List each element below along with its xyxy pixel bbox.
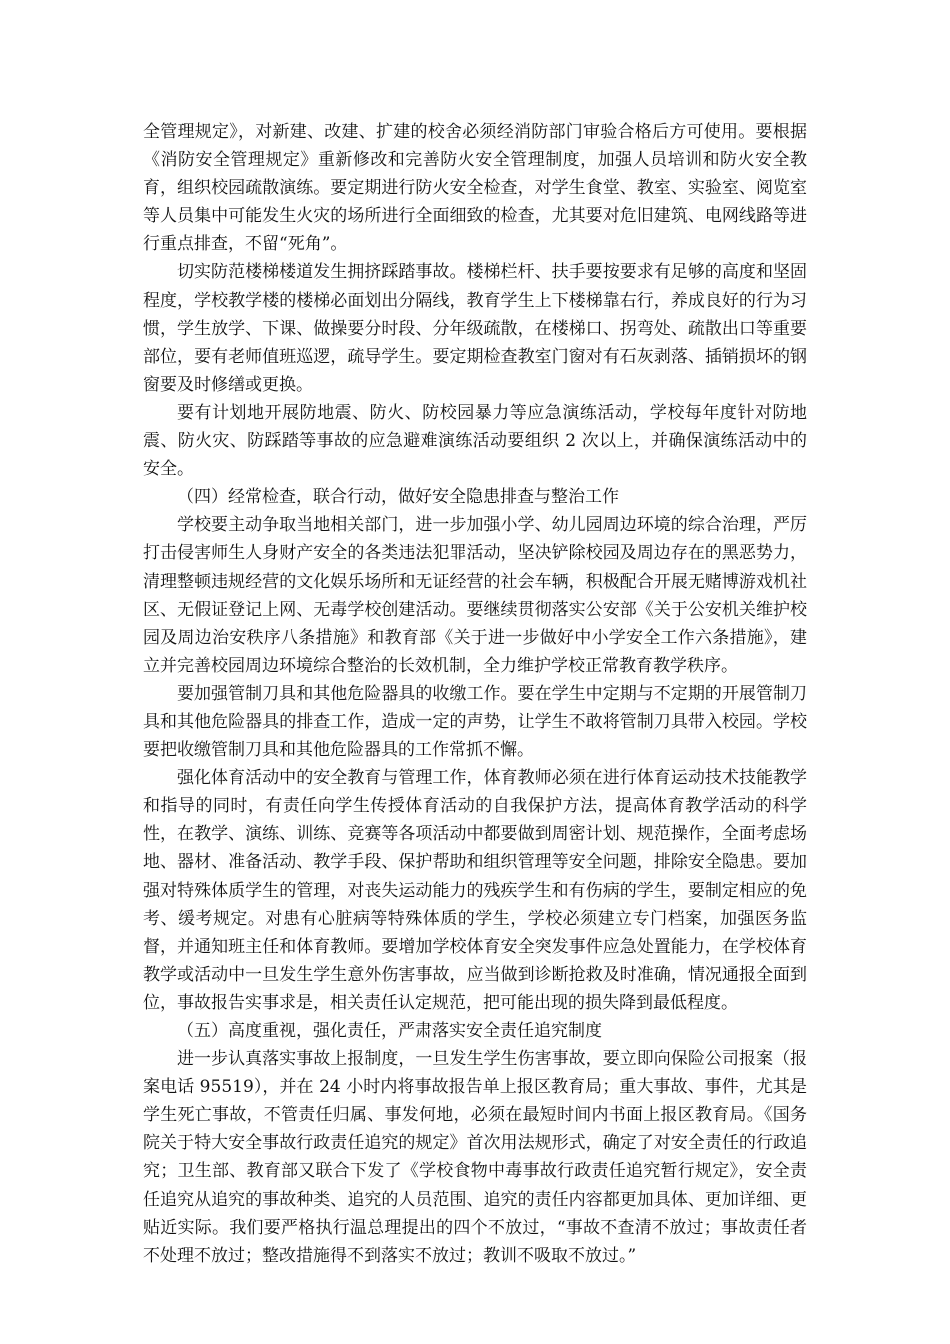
document-page (143, 118, 807, 1270)
section-heading-4: （四）经常检查，联合行动，做好安全隐患排查与整治工作 (177, 487, 619, 508)
paragraph-fire-safety: 全管理规定》，对新建、改建、扩建的校舍必须经消防部门审验合格后方可使用。要根据《消防安全管理规定》重新修改和完善防火安全管理制度，加强人员培训和防火安全教育，组织校园疏散演练。要定期进行防火安全检查，对学生食堂、教室、实验室、阅览室等人员集中可能发生火灾的场所进行全面细致的检查，尤其要对危旧建筑、电网线路等进行重点排查，不留“死角”。 (143, 122, 807, 255)
paragraph-emergency-drills: 要有计划地开展防地震、防火、防校园暴力等应急演练活动，学校每年度针对防地震、防火灾、防踩踏等事故的应急避难演练活动要组织 2 次以上，并确保演练活动中的安全。 (143, 402, 807, 480)
paragraph-stairway-safety: 切实防范楼梯楼道发生拥挤踩踏事故。楼梯栏杆、扶手要按要求有足够的高度和坚固程度，学校教学楼的楼梯必面划出分隔线，教育学生上下楼梯靠右行，养成良好的行为习惯，学生放学、下课、做操要分时段、分年级疏散，在楼梯口、拐弯处、疏散出口等重要部位，要有老师值班巡逻，疏导学生。要定期检查教室门窗对有石灰剥落、插销损坏的钢窗要及时修缮或更换。 (143, 262, 807, 395)
paragraph-accountability: 进一步认真落实事故上报制度，一旦发生学生伤害事故，要立即向保险公司报案（报案电话 95519），并在 24 小时内将事故报告单上报区教育局；重大事故、事件，尤其是学生死亡事故，不管责任归属、事发何地，必须在最短时间内书面上报区教育局。《国务院关于特大安全事故行政责任追究的规定》首次用法规形式，确定了对安全责任的行政追究；卫生部、教育部又联合下发了《学校食物中毒事故行政责任追究暂行规定》，安全责任追究从追究的事故种类、追究的人员范围、追究的责任内容都更加具体、更加详细、更贴近实际。我们要严格执行温总理提出的四个不放过，“事故不查清不放过；事故责任者不处理不放过；整改措施得不到落实不放过；教训不吸取不放过。” (143, 1049, 807, 1266)
paragraph-weapon-control: 要加强管制刀具和其他危险器具的收缴工作。要在学生中定期与不定期的开展管制刀具和其他危险器具的排查工作，造成一定的声势，让学生不敢将管制刀具带入校园。学校要把收缴管制刀具和其他危险器具的工作常抓不懈。 (143, 683, 807, 761)
paragraph-surroundings-governance: 学校要主动争取当地相关部门，进一步加强小学、幼儿园周边环境的综合治理，严厉打击侵害师生人身财产安全的各类违法犯罪活动，坚决铲除校园及周边存在的黑恶势力，清理整顿违规经营的文化娱乐场所和无证经营的社会车辆，积极配合开展无赌博游戏机社区、无假证登记上网、无毒学校创建活动。要继续贯彻落实公安部《关于公安机关维护校园及周边治安秩序八条措施》和教育部《关于进一步做好中小学安全工作六条措施》，建立并完善校园周边环境综合整治的长效机制，全力维护学校正常教育教学秩序。 (143, 515, 807, 676)
paragraph-sports-safety: 强化体育活动中的安全教育与管理工作，体育教师必须在进行体育运动技术技能教学和指导的同时，有责任向学生传授体育活动的自我保护方法，提高体育教学活动的科学性，在教学、演练、训练、竞赛等各项活动中都要做到周密计划、规范操作，全面考虑场地、器材、准备活动、教学手段、保护帮助和组织管理等安全问题，排除安全隐患。要加强对特殊体质学生的管理，对丧失运动能力的残疾学生和有伤病的学生，要制定相应的免考、缓考规定。对患有心脏病等特殊体质的学生，学校必须建立专门档案，加强医务监督，并通知班主任和体育教师。要增加学校体育安全突发事件应急处置能力，在学校体育教学或活动中一旦发生学生意外伤害事故，应当做到诊断抢救及时准确，情况通报全面到位，事故报告实事求是，相关责任认定规范，把可能出现的损失降到最低程度。 (143, 768, 807, 1013)
section-heading-5: （五）高度重视，强化责任，严肃落实安全责任追究制度 (177, 1021, 602, 1041)
